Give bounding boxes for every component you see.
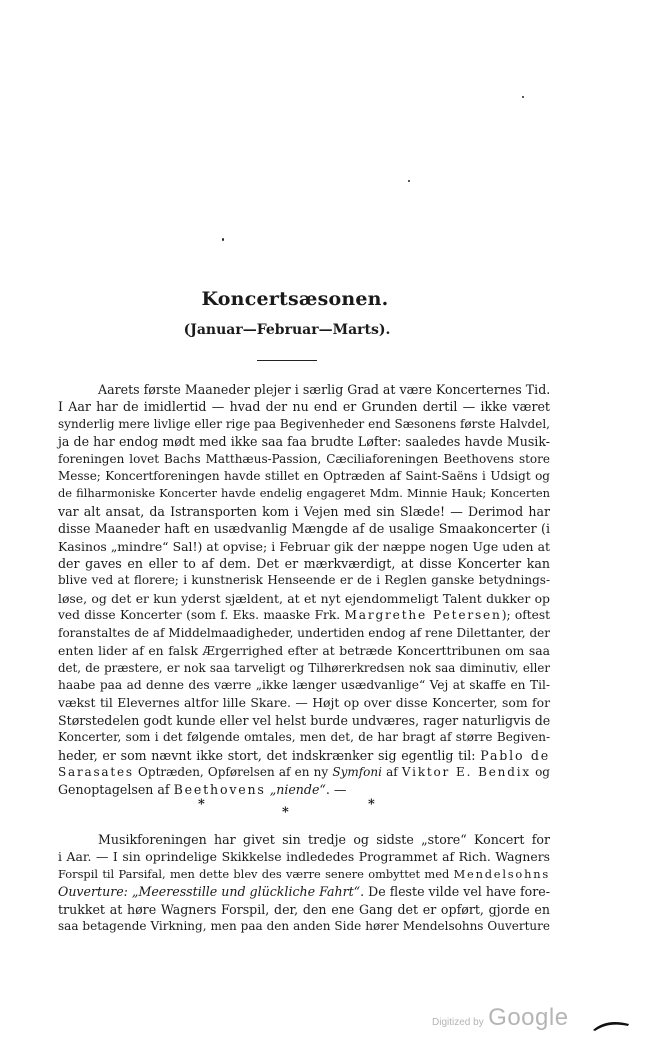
italic-symfoni: Symfoni [332, 764, 382, 779]
text-line: løse, og det er kun yderst sjældent, at et nyt ejendommeligt Talent dukker op [58, 590, 550, 606]
paragraph-2 [58, 831, 550, 935]
text-run: De fleste vilde vel have fore- [368, 884, 550, 900]
digitized-by-google-watermark [432, 1004, 569, 1032]
text-run: . — [325, 782, 347, 798]
page-title: Koncertsæsonen. [201, 288, 389, 310]
text-line: saa betagende Virkning, men paa den anden Side hører Mendelsohns Ouverture [58, 919, 550, 934]
text-line: synderlig mere livlige eller rige paa Begivenheder end Sæsonens første Halvdel, [58, 416, 550, 431]
google-wordmark: Google [488, 1004, 569, 1031]
text-line [58, 607, 550, 624]
text-line: foranstaltes de af Middelmaadigheder, undertiden endog af rene Dilettanter, der [58, 625, 550, 640]
text-line: Størstedelen godt kunde eller vel helst burde undværes, rager naturligvis de [58, 712, 551, 728]
paragraph-1 [58, 381, 550, 799]
text-line [58, 764, 550, 781]
scan-speck [408, 180, 410, 182]
separator-star: * [368, 797, 375, 812]
text-run: Forspil til Parsifal, men dette blev des værre senere ombyttet med [58, 866, 450, 881]
page-subtitle: (Januar—Februar—Marts). [183, 322, 391, 338]
text-line: det, de præstere, er nok saa tarveligt og Tilhørerkredsen nok saa diminutiv, eller [58, 660, 550, 675]
name-beethovens: Beethovens [173, 782, 266, 798]
section-separator [0, 797, 645, 820]
swoosh-icon [592, 1018, 630, 1032]
text-line: de filharmoniske Koncerter havde endelig engageret Mdm. Minnie Hauk; Koncerten [58, 486, 550, 501]
text-line: I Aar har de imidlertid — hvad der nu end er Grunden dertil — ikke været [58, 399, 550, 415]
text-run: Optræden, Opførelsen af en ny [138, 764, 329, 779]
text-line: disse Maaneder haft en usædvanlig Mængde af de usalige Smaakoncerter (i [58, 521, 550, 537]
italic-niende: „niende“ [269, 782, 326, 798]
text-run: ved disse Koncerter (som f. Eks. maaske Frk. [58, 608, 341, 623]
text-line: Koncerter, som i det følgende omtales, men det, de har bragt af større Begiven- [58, 730, 550, 745]
text-line [58, 866, 550, 883]
text-run: heder, er som nævnt ikke stort, det indskrænker sig egentlig til: [58, 747, 476, 763]
name-pablo-de: Pablo de [480, 747, 550, 763]
name-margrethe-petersen: Margrethe Petersen [344, 608, 502, 623]
separator-star: * [282, 805, 289, 820]
name-viktor-bendix: Viktor E. Bendix [401, 764, 531, 779]
text-run: og [535, 764, 550, 779]
text-line: blive ved at florere; i kunstnerisk Henseende er de i Reglen ganske betydnings- [58, 573, 550, 588]
text-line: var alt ansat, da Istransporten kom i Vejen med sin Slæde! — Derimod har [58, 503, 550, 519]
separator-star: * [198, 797, 205, 812]
text-line: ja de har endog mødt med ikke saa faa brudte Løfter: saaledes havde Musik- [58, 434, 550, 450]
text-run: af [386, 764, 398, 779]
name-sarasates: Sarasates [58, 764, 134, 779]
italic-ouverture-title: Ouverture: „Meeresstille und glückliche Fahrt“. [58, 884, 365, 900]
scan-speck [222, 238, 224, 241]
text-line [58, 747, 550, 764]
text-line: foreningen lovet Bachs Matthæus-Passion, Cæciliaforeningen Beethovens store [58, 451, 550, 466]
name-mendelsohns: Mendelsohns [453, 866, 550, 881]
text-line: der gaves en eller to af dem. Det er mærkværdigt, at disse Koncerter kan [58, 556, 550, 572]
text-line: Kasinos „mindre“ Sal!) at opvise; i Februar gik der næppe nogen Uge uden at [58, 538, 550, 554]
text-line [58, 883, 550, 900]
text-line: haabe paa ad denne des værre „ikke længer usædvanlige“ Vej at skaffe en Til- [58, 677, 550, 692]
text-line: Messe; Koncertforeningen havde stillet en Optræden af Saint-Saëns i Udsigt og [58, 469, 550, 484]
scan-speck [522, 96, 524, 98]
text-run: ); oftest [501, 608, 551, 623]
digitized-by-text: Digitized by [432, 1017, 484, 1028]
text-line: i Aar. — I sin oprindelige Skikkelse indlededes Programmet af Rich. Wagners [58, 849, 550, 865]
title-rule [257, 360, 317, 361]
text-line: Musikforeningen har givet sin tredje og sidste „store“ Koncert for [98, 832, 550, 847]
text-run: Genoptagelsen af [58, 782, 170, 798]
text-line: Aarets første Maaneder plejer i særlig Grad at være Koncerternes Tid. [98, 382, 551, 397]
text-line: vækst til Elevernes altfor lille Skare. — Højt op over disse Koncerter, som for [58, 695, 550, 711]
text-line: enten lider af en falsk Ærgerrighed efter at betræde Koncerttribunen om saa [58, 643, 550, 659]
text-line: trukket at høre Wagners Forspil, der, den ene Gang det er opført, gjorde en [58, 901, 550, 917]
